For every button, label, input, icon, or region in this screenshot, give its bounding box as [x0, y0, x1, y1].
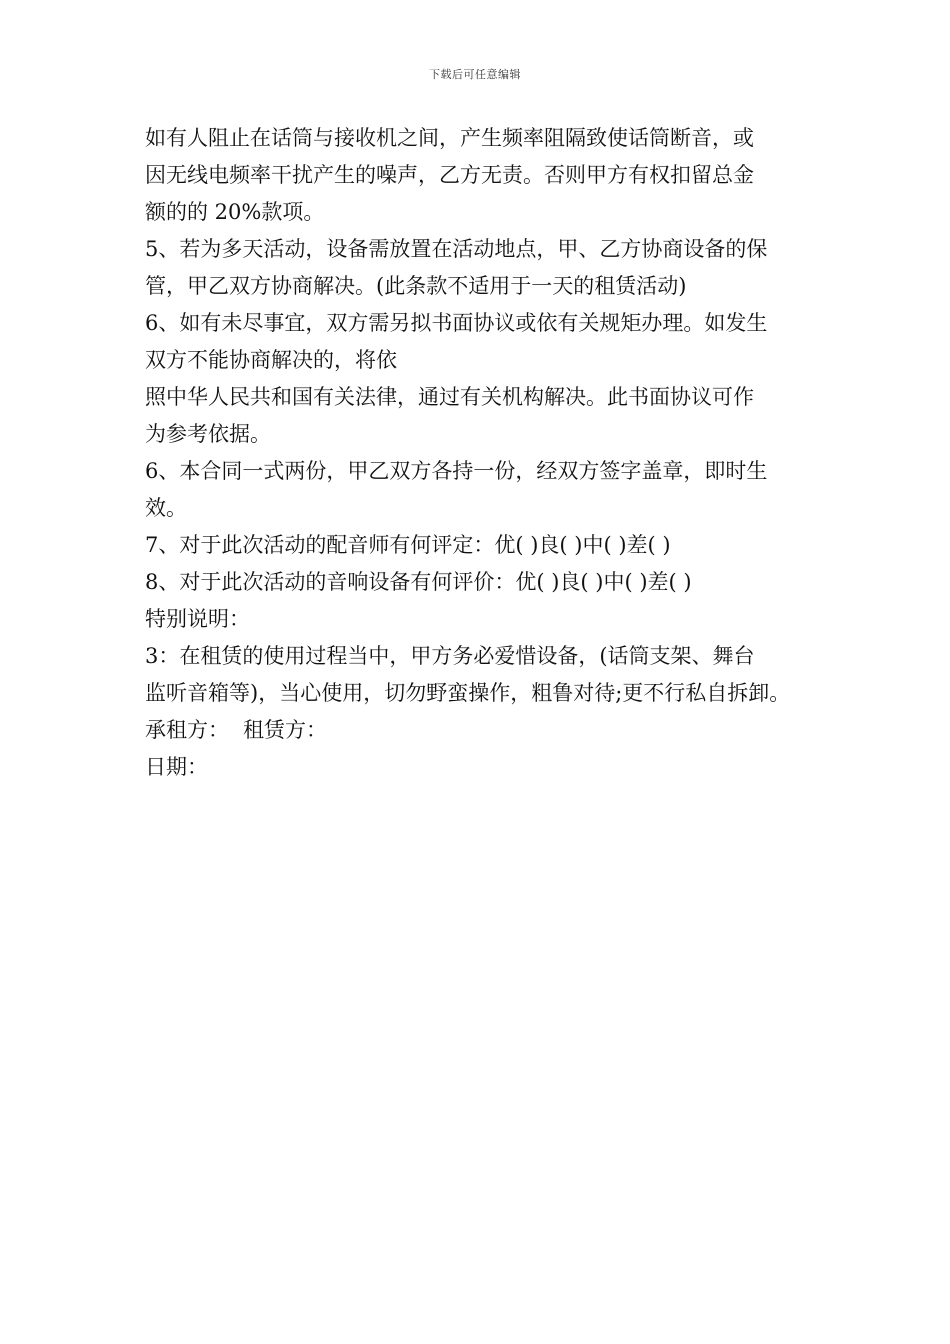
- paragraph-line: 6、本合同一式两份，甲乙双方各持一份，经双方签字盖章，即时生: [145, 459, 768, 483]
- lessee-label: 承租方：: [145, 718, 229, 742]
- special-note-heading: 特别说明：: [145, 607, 250, 631]
- paragraph-line: 额的的 20%款项。: [145, 200, 325, 224]
- paragraph-line: 5、若为多天活动，设备需放置在活动地点，甲、乙方协商设备的保: [145, 237, 768, 261]
- paragraph-line: 3：在租赁的使用过程当中，甲方务必爱惜设备，(话筒支架、舞台: [145, 644, 755, 668]
- rating-voice-line: 7、对于此次活动的配音师有何评定：优( )良( )中( )差( ): [145, 533, 671, 557]
- rating-audio-line: 8、对于此次活动的音响设备有何评价：优( )良( )中( )差( ): [145, 570, 692, 594]
- paragraph-line: 效。: [145, 496, 187, 520]
- paragraph-line: 因无线电频率干扰产生的噪声，乙方无责。否则甲方有权扣留总金: [145, 163, 754, 187]
- lessor-label: 租赁方：: [243, 718, 327, 742]
- paragraph-line: 管，甲乙双方协商解决。(此条款不适用于一天的租赁活动): [145, 274, 687, 298]
- contract-body: [145, 120, 825, 786]
- paragraph-line: 6、如有未尽事宜，双方需另拟书面协议或依有关规矩办理。如发生: [145, 311, 768, 335]
- paragraph-line: 为参考依据。: [145, 422, 271, 446]
- paragraph-line: 照中华人民共和国有关法律，通过有关机构解决。此书面协议可作: [145, 385, 754, 409]
- date-label: 日期：: [145, 755, 208, 779]
- paragraph-line: 双方不能协商解决的，将依: [145, 348, 397, 372]
- paragraph-line: 如有人阻止在话筒与接收机之间，产生频率阻隔致使话筒断音，或: [145, 126, 754, 150]
- page-header: 下载后可任意编辑: [429, 68, 521, 81]
- paragraph-line: 监听音箱等)，当心使用，切勿野蛮操作，粗鲁对待;更不行私自拆卸。: [145, 681, 791, 705]
- signature-line: [145, 712, 825, 749]
- date-line: [145, 749, 825, 786]
